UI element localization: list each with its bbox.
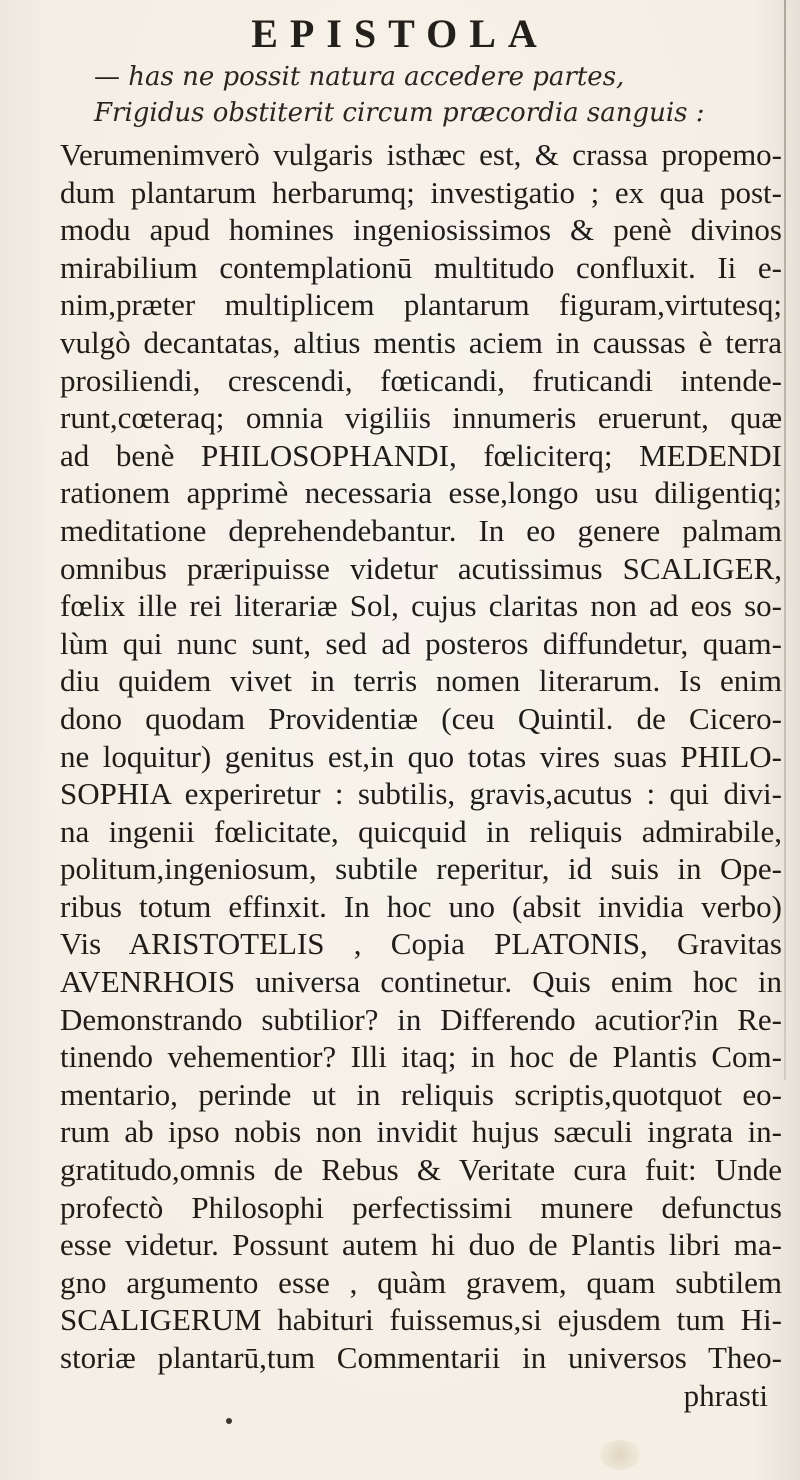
text-line: na ingenii fœlicitate, quicquid in reliquis admirabile, <box>60 813 782 849</box>
text-line: gno argumento esse , quàm gravem, quam subtilem <box>60 1264 782 1300</box>
catchword: phrasti <box>683 1377 768 1413</box>
verse-line-2: Frigidus obstiterit circum præcordia sanguis : <box>94 98 705 128</box>
ink-dot <box>226 1418 232 1424</box>
text-line: dono quodam Providentiæ (ceu Quintil. de Cicero- <box>60 700 782 736</box>
text-line: gratitudo,omnis de Rebus & Veritate cura fuit: Unde <box>60 1152 782 1188</box>
text-line: diu quidem vivet in terris nomen literarum. Is enim <box>60 663 782 699</box>
paper-stain <box>600 1440 640 1470</box>
text-line: SOPHIA experiretur : subtilis, gravis,acutus : qui divi- <box>60 776 782 812</box>
text-line: ad benè PHILOSOPHANDI, fœliciterq; MEDENDI <box>60 437 782 473</box>
body-text <box>60 136 782 1414</box>
text-line: Vis ARISTOTELIS , Copia PLATONIS, Gravitas <box>60 926 782 962</box>
text-line: storiæ plantarū,tum Commentarii in universos Theo- <box>60 1340 782 1375</box>
running-head: EPISTOLA <box>251 11 549 56</box>
page-edge-shadow <box>784 0 786 1080</box>
text-line: fœlix ille rei literariæ Sol, cujus claritas non ad eos so- <box>60 588 782 624</box>
text-line: ne loquitur) genitus est,in quo totas vires suas PHILO- <box>60 738 782 774</box>
text-line: ribus totum effinxit. In hoc uno (absit invidia verbo) <box>60 888 782 924</box>
text-line: omnibus præripuisse videtur acutissimus SCALIGER, <box>60 550 782 586</box>
text-line: dum plantarum herbarumq; investigatio ; ex qua post- <box>60 174 782 210</box>
text-line: Demonstrando subtilior? in Differendo acutior?in Re- <box>60 1001 782 1037</box>
text-line: esse videtur. Possunt autem hi duo de Plantis libri ma- <box>60 1227 782 1263</box>
verse-line-1: — has ne possit natura accedere partes, <box>94 62 625 92</box>
text-line: meditatione deprehendebantur. In eo genere palmam <box>60 512 782 548</box>
text-line: mentario, perinde ut in reliquis scriptis,quotquot eo- <box>60 1076 782 1112</box>
text-line: SCALIGERUM habituri fuissemus,si ejusdem tum Hi- <box>60 1302 782 1338</box>
text-line: tinendo vehementior? Illi itaq; in hoc de Plantis Com- <box>60 1039 782 1075</box>
text-line: lùm qui nunc sunt, sed ad posteros diffundetur, quam- <box>60 625 782 661</box>
text-line: rationem apprimè necessaria esse,longo usu diligentiq; <box>60 475 782 511</box>
text-line: runt,cœteraq; omnia vigiliis innumeris eruerunt, quæ <box>60 400 782 436</box>
text-line: politum,ingeniosum, subtile reperitur, id suis in Ope- <box>60 851 782 887</box>
text-line: profectò Philosophi perfectissimi munere defunctus <box>60 1189 782 1225</box>
text-line: vulgò decantatas, altius mentis aciem in caussas è terra <box>60 324 782 360</box>
text-line: rum ab ipso nobis non invidit hujus sæculi ingrata in- <box>60 1114 782 1150</box>
text-line: prosiliendi, crescendi, fœticandi, fruticandi intende- <box>60 362 782 398</box>
text-line: Verumenimverò vulgaris isthæc est, & crassa propemo- <box>60 137 782 172</box>
text-line: mirabilium contemplationū multitudo confluxit. Ii e- <box>60 249 782 285</box>
text-line: nim,præter multiplicem plantarum figuram,virtutesq; <box>60 287 782 323</box>
text-line: modu apud homines ingeniosissimos & penè divinos <box>60 212 782 248</box>
text-line: AVENRHOIS universa continetur. Quis enim hoc in <box>60 964 782 1000</box>
